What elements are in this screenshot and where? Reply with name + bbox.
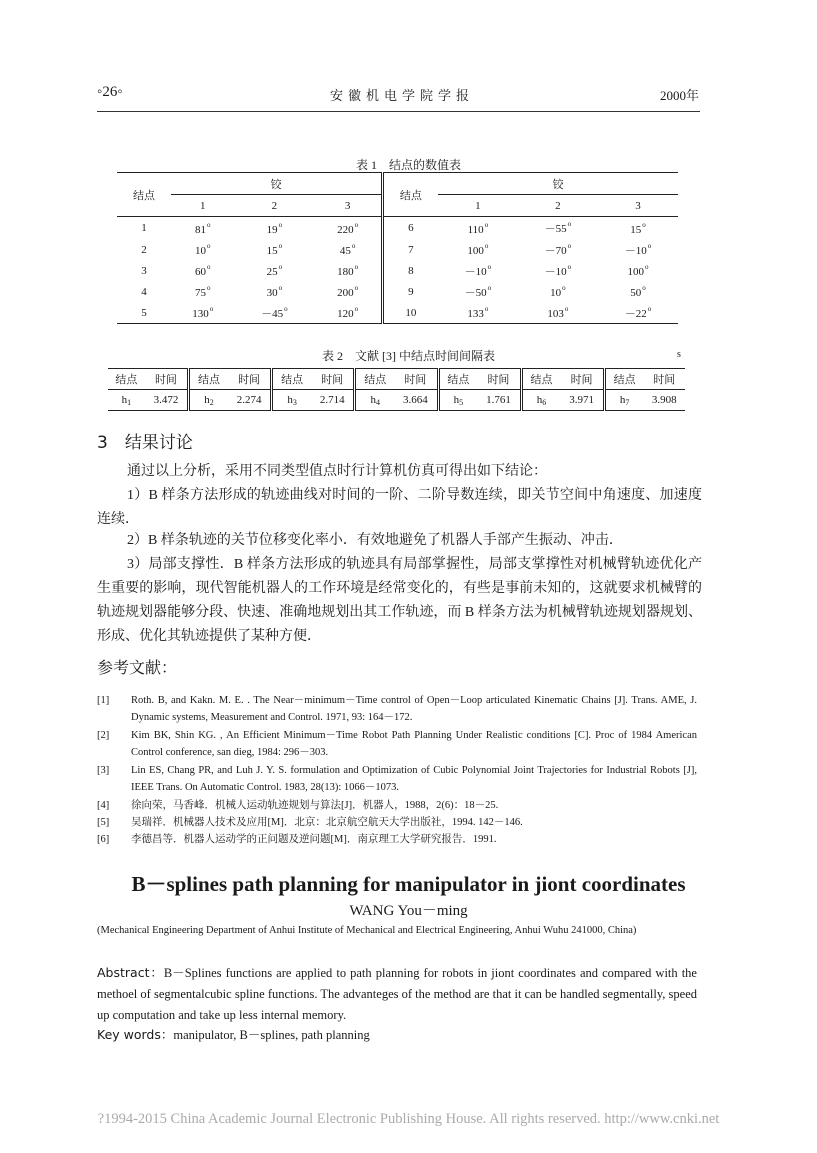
table-cell: $-45^o$ xyxy=(234,302,314,324)
table2-time-cell: 3.908 xyxy=(644,390,685,411)
table-cell: 10$^o$ xyxy=(550,284,566,299)
table1-col: 2 xyxy=(518,195,598,217)
table2-node-header: 结点 xyxy=(438,369,477,390)
reference-number: [3] xyxy=(97,765,110,776)
table1-col: 1 xyxy=(171,195,234,217)
table-cell: $-55^o$ xyxy=(518,217,598,240)
table-cell: 6 xyxy=(382,217,438,240)
abstract-label: Abstract： xyxy=(97,965,164,980)
reference-text: 吴瑞祥．机械器人技术及应用[M]．北京：北京航空航天大学出版社，1994. 142－146. xyxy=(131,817,523,828)
table-cell: 1 xyxy=(117,217,171,240)
keywords-text: manipulator, B－splines, path planning xyxy=(173,1028,370,1042)
table-cell: 133$^o$ xyxy=(438,302,518,324)
table1-node-header: 结点 xyxy=(382,173,438,217)
table2 xyxy=(108,368,685,411)
table2-node-cell: $h_4$ xyxy=(355,390,394,411)
table-cell: 19$^o$ xyxy=(234,217,314,240)
english-keywords xyxy=(97,1025,697,1045)
page-number: ◦26◦ xyxy=(97,84,123,100)
table-cell: 45$^o$ xyxy=(314,239,382,260)
table2-node-cell: $h_1$ xyxy=(108,390,145,411)
journal-year: 2000年 xyxy=(660,88,700,103)
copyright-footer: ?1994-2015 China Academic Journal Electronic Publishing House. All rights reserved. http://www.cnki.net xyxy=(97,1111,720,1127)
reference-number: [2] xyxy=(97,730,110,741)
table2-node-cell: $h_7$ xyxy=(604,390,643,411)
table-row xyxy=(117,239,678,260)
table2-node-header: 结点 xyxy=(272,369,311,390)
reference-item xyxy=(97,814,697,831)
table-cell: 103$^o$ xyxy=(518,302,598,324)
table-cell: 130$^o$ xyxy=(171,302,234,324)
section-heading: 3 结果讨论 xyxy=(97,433,193,453)
table1-joint-header: 铰 xyxy=(438,173,678,195)
table-cell: 4 xyxy=(141,285,147,298)
table2-time-header: 时间 xyxy=(228,369,272,390)
table-cell: 81$^o$ xyxy=(171,217,234,240)
table-cell: 9 xyxy=(408,285,414,298)
table-cell: 10 xyxy=(382,302,438,324)
table-cell: 200$^o$ xyxy=(314,281,382,302)
table2-time-header: 时间 xyxy=(394,369,438,390)
table-cell: 180$^o$ xyxy=(314,260,382,281)
table-cell: 120$^o$ xyxy=(314,302,382,324)
english-author: WANG You－ming xyxy=(349,903,468,919)
paragraph: 1）B 样条方法形成的轨迹曲线对时间的一阶、二阶导数连续，即关节空间中角速度、加速度连续． xyxy=(97,488,702,527)
keywords-label: Key words： xyxy=(97,1027,174,1042)
table2-time-cell: 3.971 xyxy=(560,390,604,411)
table-cell: 15$^o$ xyxy=(598,217,678,240)
table-cell: 7 xyxy=(408,243,414,256)
table1-node-header: 结点 xyxy=(117,173,171,217)
table-cell: $-70^o$ xyxy=(544,241,572,257)
english-affiliation: (Mechanical Engineering Department of Anhui Institute of Mechanical and Electrical Engineering, Anhui Wuhu 241000, China) xyxy=(97,925,637,936)
table-cell: 2 xyxy=(141,243,147,256)
table2-time-cell: 2.274 xyxy=(228,390,272,411)
table2-node-cell: $h_2$ xyxy=(189,390,228,411)
table2-node-header: 结点 xyxy=(355,369,394,390)
reference-number: [5] xyxy=(97,817,110,828)
table-row xyxy=(117,281,678,302)
table2-node-cell: $h_6$ xyxy=(521,390,560,411)
table-cell: 5 xyxy=(117,302,171,324)
table2-unit: s xyxy=(677,349,681,360)
table-cell: 15$^o$ xyxy=(266,242,283,257)
table1 xyxy=(117,172,678,324)
table-cell: 110$^o$ xyxy=(438,217,518,240)
table1-col: 1 xyxy=(438,195,518,217)
table2-node-cell: $h_3$ xyxy=(272,390,311,411)
table-row xyxy=(117,302,678,324)
table-cell: 50$^o$ xyxy=(630,284,646,299)
table1-col: 3 xyxy=(314,195,382,217)
table2-time-cell: 2.714 xyxy=(311,390,355,411)
paragraph: 3）局部支撑性．B 样条方法形成的轨迹具有局部掌握性，局部支掌撑性对机械臂轨迹优化产生重要的影响，现代智能机器人的工作环境是经常变化的，有些是事前未知的，这就要求机械臂的轨迹规划器能够分段、快速、准确地规划出其工作轨迹，而 B 样条方法为机械臂轨迹规划器规划、形成、优化其轨迹提供了某种方便． xyxy=(97,557,702,644)
table1-col: 3 xyxy=(598,195,678,217)
reference-text: 徐向荣，马香峰．机械人运动轨迹规划与算法[J]．机器人，1988，2(6)：18－25. xyxy=(131,800,499,811)
table2-node-cell: $h_5$ xyxy=(438,390,477,411)
table-cell: $-50^o$ xyxy=(464,283,492,299)
reference-text: Kim BK, Shin KG. , An Efficient Minimum－Time Robot Path Planning Under Realistic conditions [C]. Proc of 1984 American Control conference, san dieg, 1984: 296－303. xyxy=(131,730,697,758)
reference-number: [4] xyxy=(97,800,110,811)
table-cell: $-10^o$ xyxy=(544,262,572,278)
english-title: B－splines path planning for manipulator in jiont coordinates xyxy=(131,872,686,896)
table-cell: 100$^o$ xyxy=(467,242,489,257)
reference-number: [1] xyxy=(97,695,110,706)
table-cell: 75$^o$ xyxy=(194,284,211,299)
journal-name: 安徽机电学院学报 xyxy=(330,88,475,103)
paragraph: 2）B 样条轨迹的关节位移变化率小．有效地避免了机器人手部产生振动、冲击． xyxy=(127,533,623,548)
table2-time-header: 时间 xyxy=(311,369,355,390)
table2-time-header: 时间 xyxy=(477,369,521,390)
table2-node-header: 结点 xyxy=(604,369,643,390)
reference-item xyxy=(97,692,697,726)
table2-time-cell: 3.472 xyxy=(145,390,189,411)
table2-time-header: 时间 xyxy=(145,369,189,390)
reference-item xyxy=(97,762,697,796)
table1-caption: 表 1 结点的数值表 xyxy=(355,158,461,172)
abstract-text: B－Splines functions are applied to path planning for robots in jiont coordinates and compared with the methoel of segmentalcubic spline functions. The advanteges of the method are that it can be handled segmentally, speed up computation and take up less internal memory. xyxy=(97,966,697,1022)
english-abstract xyxy=(97,962,697,1026)
reference-text: Roth. B, and Kakn. M. E. . The Near－minimum－Time control of Open－Loop articulated Kinematic Chains [J]. Trans. AME, J. Dynamic systems, Measurement and Control. 1971, 93: 164－172. xyxy=(131,695,697,723)
reference-text: 李德昌等．机器人运动学的正问题及逆问题[M]．南京理工大学研究报告．1991. xyxy=(131,834,497,845)
table-cell: $-10^o$ xyxy=(624,241,652,257)
table-cell: 25$^o$ xyxy=(266,263,283,278)
table-cell: 30$^o$ xyxy=(266,284,283,299)
table1-col: 2 xyxy=(234,195,314,217)
reference-item xyxy=(97,727,697,761)
table2-time-cell: 1.761 xyxy=(477,390,521,411)
table-cell: 60$^o$ xyxy=(194,263,211,278)
reference-text: Lin ES, Chang PR, and Luh J. Y. S. formulation and Optimization of Cubic Polynomial Joint Trajectories for Industrial Robots [J], IEEE Trans. On Automatic Control. 1983, 28(13): 1066－1073. xyxy=(131,765,697,793)
reference-item xyxy=(97,797,697,814)
table-cell: 3 xyxy=(141,264,147,277)
table2-caption: 表 2 文献 [3] 中结点时间间隔表 xyxy=(322,349,495,363)
table2-time-cell: 3.664 xyxy=(394,390,438,411)
header-rule xyxy=(97,111,700,112)
table-cell: $-22^o$ xyxy=(598,302,678,324)
table-row xyxy=(117,260,678,281)
table-cell: 10$^o$ xyxy=(194,242,211,257)
table2-time-header: 时间 xyxy=(644,369,685,390)
reference-number: [6] xyxy=(97,834,110,845)
table2-node-header: 结点 xyxy=(521,369,560,390)
reference-item xyxy=(97,831,697,848)
table-cell: 8 xyxy=(408,264,414,277)
references-heading: 参考文献： xyxy=(97,658,178,677)
table-cell: 100$^o$ xyxy=(627,263,649,278)
paragraph: 通过以上分析，采用不同类型值点时行计算机仿真可得出如下结论： xyxy=(127,464,547,479)
table1-joint-header: 铰 xyxy=(171,173,382,195)
table-row xyxy=(117,217,678,240)
table-cell: 220$^o$ xyxy=(314,217,382,240)
table2-node-header: 结点 xyxy=(189,369,228,390)
table2-time-header: 时间 xyxy=(560,369,604,390)
table-cell: $-10^o$ xyxy=(464,262,492,278)
table2-node-header: 结点 xyxy=(108,369,145,390)
